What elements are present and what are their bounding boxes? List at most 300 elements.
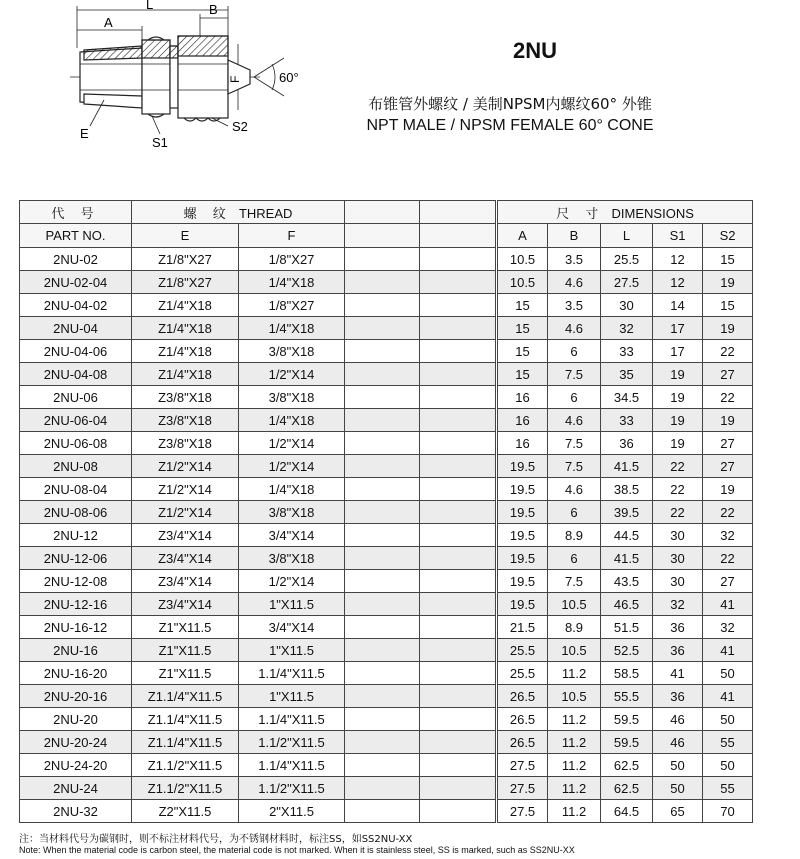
table-row	[20, 800, 753, 823]
table-row	[20, 317, 753, 340]
part-no-cell: 2NU-20	[20, 708, 132, 731]
blank-cell	[345, 754, 420, 777]
thread-f-cell: 3/4"X14	[239, 524, 345, 547]
dim-l-cell: 52.5	[601, 639, 653, 662]
dim-b-cell: 10.5	[548, 685, 601, 708]
part-no-cell: 2NU-16-12	[20, 616, 132, 639]
dim-s2-cell: 50	[703, 708, 753, 731]
part-no-cell: 2NU-06	[20, 386, 132, 409]
blank-cell	[345, 800, 420, 823]
thread-e-cell: Z1.1/4"X11.5	[132, 685, 239, 708]
thread-e-cell: Z1/8"X27	[132, 271, 239, 294]
dim-s2-cell: 22	[703, 340, 753, 363]
blank-cell	[420, 363, 496, 386]
dim-l-cell: 59.5	[601, 708, 653, 731]
blank-cell	[420, 800, 496, 823]
dim-b-cell: 11.2	[548, 662, 601, 685]
col-header-s1: S1	[653, 224, 703, 248]
blank-cell	[345, 731, 420, 754]
thread-f-cell: 1/8"X27	[239, 248, 345, 271]
thread-f-cell: 3/8"X18	[239, 547, 345, 570]
dim-s1-cell: 19	[653, 432, 703, 455]
dim-s2-cell: 19	[703, 409, 753, 432]
blank-cell	[420, 409, 496, 432]
blank-cell	[345, 685, 420, 708]
dim-b-cell: 11.2	[548, 708, 601, 731]
table-row	[20, 294, 753, 317]
thread-e-cell: Z3/8"X18	[132, 432, 239, 455]
table-row	[20, 754, 753, 777]
dim-l-cell: 62.5	[601, 754, 653, 777]
thread-f-cell: 1.1/2"X11.5	[239, 777, 345, 800]
thread-f-cell: 1/2"X14	[239, 432, 345, 455]
part-no-cell: 2NU-12-16	[20, 593, 132, 616]
blank-cell	[345, 340, 420, 363]
blank-cell	[420, 271, 496, 294]
thread-f-cell: 1"X11.5	[239, 593, 345, 616]
thread-f-cell: 1/2"X14	[239, 363, 345, 386]
thread-e-cell: Z1/4"X18	[132, 363, 239, 386]
dim-a-cell: 27.5	[498, 800, 548, 823]
dim-s1-cell: 22	[653, 455, 703, 478]
dim-b-cell: 7.5	[548, 455, 601, 478]
header-part-no-cn: 代 号	[20, 201, 132, 224]
thread-f-cell: 3/4"X14	[239, 616, 345, 639]
blank-cell	[420, 317, 496, 340]
blank-cell	[420, 455, 496, 478]
dim-l-cell: 38.5	[601, 478, 653, 501]
dim-s1-cell: 30	[653, 570, 703, 593]
dim-s1-cell: 22	[653, 478, 703, 501]
dim-l-cell: 41.5	[601, 455, 653, 478]
dim-b-cell: 7.5	[548, 432, 601, 455]
thread-e-cell: Z1"X11.5	[132, 616, 239, 639]
dim-b-cell: 11.2	[548, 731, 601, 754]
blank-cell	[345, 271, 420, 294]
dim-b-cell: 4.6	[548, 317, 601, 340]
part-no-cell: 2NU-24	[20, 777, 132, 800]
dim-s2-cell: 19	[703, 271, 753, 294]
dim-a-cell: 26.5	[498, 685, 548, 708]
dim-b-cell: 6	[548, 386, 601, 409]
blank-cell	[345, 662, 420, 685]
dim-s2-cell: 70	[703, 800, 753, 823]
dim-s2-cell: 32	[703, 616, 753, 639]
dim-label-l: L	[146, 0, 154, 12]
dim-b-cell: 4.6	[548, 271, 601, 294]
dim-s2-cell: 22	[703, 386, 753, 409]
dim-l-cell: 32	[601, 317, 653, 340]
dim-a-cell: 16	[498, 409, 548, 432]
hex-label-s1: S1	[152, 135, 168, 150]
blank-cell	[345, 708, 420, 731]
part-no-cell: 2NU-02-04	[20, 271, 132, 294]
dim-s2-cell: 32	[703, 524, 753, 547]
blank-cell	[420, 248, 496, 271]
dim-a-cell: 25.5	[498, 662, 548, 685]
dim-a-cell: 15	[498, 294, 548, 317]
thread-e-cell: Z1/4"X18	[132, 317, 239, 340]
dim-l-cell: 34.5	[601, 386, 653, 409]
blank-cell	[420, 754, 496, 777]
thread-f-cell: 1/4"X18	[239, 317, 345, 340]
col-header-e: E	[132, 224, 239, 248]
thread-e-cell: Z2"X11.5	[132, 800, 239, 823]
thread-f-cell: 1.1/4"X11.5	[239, 708, 345, 731]
table-row	[20, 777, 753, 800]
blank-cell	[345, 777, 420, 800]
dim-s1-cell: 36	[653, 685, 703, 708]
table-row	[20, 501, 753, 524]
part-no-cell: 2NU-04-02	[20, 294, 132, 317]
dim-l-cell: 33	[601, 340, 653, 363]
table-row	[20, 639, 753, 662]
part-no-cell: 2NU-16	[20, 639, 132, 662]
dim-b-cell: 11.2	[548, 754, 601, 777]
dim-l-cell: 25.5	[601, 248, 653, 271]
dim-b-cell: 6	[548, 547, 601, 570]
table-row	[20, 731, 753, 754]
blank-cell	[345, 455, 420, 478]
dim-b-cell: 10.5	[548, 593, 601, 616]
blank-cell	[420, 662, 496, 685]
blank-cell	[420, 639, 496, 662]
thread-f-cell: 1/2"X14	[239, 455, 345, 478]
dim-a-cell: 16	[498, 386, 548, 409]
thread-e-cell: Z1/2"X14	[132, 501, 239, 524]
blank-cell	[420, 570, 496, 593]
dim-s2-cell: 15	[703, 248, 753, 271]
dim-label-b: B	[209, 2, 218, 17]
dim-s1-cell: 36	[653, 616, 703, 639]
dim-l-cell: 43.5	[601, 570, 653, 593]
dim-a-cell: 26.5	[498, 708, 548, 731]
blank-cell	[345, 524, 420, 547]
dim-l-cell: 64.5	[601, 800, 653, 823]
note-en: Note: When the material code is carbon steel, the material code is not marked. When it is stainless steel, SS is marked, such as SS2NU-XX	[19, 845, 575, 855]
table-row	[20, 363, 753, 386]
dim-a-cell: 15	[498, 317, 548, 340]
blank-cell	[420, 685, 496, 708]
dim-label-a: A	[104, 15, 113, 30]
part-no-cell: 2NU-04-06	[20, 340, 132, 363]
dim-l-cell: 39.5	[601, 501, 653, 524]
table-row	[20, 386, 753, 409]
dim-a-cell: 27.5	[498, 777, 548, 800]
table-row	[20, 409, 753, 432]
dim-l-cell: 55.5	[601, 685, 653, 708]
blank-cell	[420, 386, 496, 409]
blank-cell	[420, 294, 496, 317]
dim-l-cell: 58.5	[601, 662, 653, 685]
dim-s2-cell: 41	[703, 593, 753, 616]
table-row	[20, 478, 753, 501]
thread-e-cell: Z1/8"X27	[132, 248, 239, 271]
dim-l-cell: 33	[601, 409, 653, 432]
dim-l-cell: 30	[601, 294, 653, 317]
header-blank	[420, 201, 496, 224]
table-row	[20, 248, 753, 271]
dim-s2-cell: 19	[703, 478, 753, 501]
dim-s1-cell: 12	[653, 248, 703, 271]
part-no-cell: 2NU-08	[20, 455, 132, 478]
dim-s1-cell: 30	[653, 524, 703, 547]
fitting-drawing	[60, 0, 310, 155]
thread-label-e: E	[80, 126, 89, 141]
dim-s1-cell: 19	[653, 409, 703, 432]
thread-f-cell: 3/8"X18	[239, 386, 345, 409]
part-no-cell: 2NU-32	[20, 800, 132, 823]
dim-s1-cell: 17	[653, 340, 703, 363]
product-title: 2NU	[512, 38, 557, 63]
dim-s2-cell: 27	[703, 455, 753, 478]
thread-f-cell: 1.1/4"X11.5	[239, 754, 345, 777]
thread-e-cell: Z3/4"X14	[132, 570, 239, 593]
dim-b-cell: 6	[548, 501, 601, 524]
thread-e-cell: Z3/8"X18	[132, 409, 239, 432]
col-header-b: B	[548, 224, 601, 248]
table-row	[20, 547, 753, 570]
product-description-en: NPT MALE / NPSM FEMALE 60° CONE	[366, 117, 654, 134]
dim-b-cell: 6	[548, 340, 601, 363]
dim-s1-cell: 36	[653, 639, 703, 662]
table-row	[20, 662, 753, 685]
part-no-cell: 2NU-12	[20, 524, 132, 547]
thread-e-cell: Z1.1/4"X11.5	[132, 731, 239, 754]
dim-a-cell: 19.5	[498, 524, 548, 547]
thread-f-cell: 1/8"X27	[239, 294, 345, 317]
part-no-cell: 2NU-20-16	[20, 685, 132, 708]
table-row	[20, 432, 753, 455]
blank-cell	[345, 317, 420, 340]
dim-label-f: F	[228, 75, 242, 83]
dim-s2-cell: 41	[703, 685, 753, 708]
thread-f-cell: 1/4"X18	[239, 478, 345, 501]
dim-b-cell: 4.6	[548, 478, 601, 501]
part-no-cell: 2NU-12-08	[20, 570, 132, 593]
table-row	[20, 340, 753, 363]
dim-s1-cell: 32	[653, 593, 703, 616]
dim-l-cell: 51.5	[601, 616, 653, 639]
dim-s2-cell: 50	[703, 754, 753, 777]
dim-b-cell: 7.5	[548, 570, 601, 593]
part-no-cell: 2NU-16-20	[20, 662, 132, 685]
dim-a-cell: 10.5	[498, 271, 548, 294]
thread-e-cell: Z1/2"X14	[132, 455, 239, 478]
blank-cell	[420, 593, 496, 616]
blank-cell	[345, 547, 420, 570]
thread-e-cell: Z3/4"X14	[132, 547, 239, 570]
dim-a-cell: 26.5	[498, 731, 548, 754]
dim-s2-cell: 27	[703, 570, 753, 593]
thread-f-cell: 3/8"X18	[239, 340, 345, 363]
dim-s1-cell: 46	[653, 708, 703, 731]
blank-cell	[420, 432, 496, 455]
dim-s1-cell: 30	[653, 547, 703, 570]
dim-b-cell: 7.5	[548, 363, 601, 386]
dim-s2-cell: 55	[703, 731, 753, 754]
blank-cell	[420, 478, 496, 501]
part-no-cell: 2NU-24-20	[20, 754, 132, 777]
blank-cell	[345, 501, 420, 524]
table-row	[20, 685, 753, 708]
dim-l-cell: 62.5	[601, 777, 653, 800]
part-no-cell: 2NU-06-04	[20, 409, 132, 432]
table-row	[20, 570, 753, 593]
dim-s2-cell: 22	[703, 547, 753, 570]
dim-s1-cell: 46	[653, 731, 703, 754]
dim-b-cell: 11.2	[548, 800, 601, 823]
dim-l-cell: 27.5	[601, 271, 653, 294]
dim-a-cell: 19.5	[498, 478, 548, 501]
dim-a-cell: 19.5	[498, 593, 548, 616]
dim-l-cell: 41.5	[601, 547, 653, 570]
header-blank	[345, 224, 420, 248]
header-thread: 螺 纹 THREAD	[132, 201, 345, 224]
header-dimensions: 尺 寸 DIMENSIONS	[498, 201, 753, 224]
dim-l-cell: 46.5	[601, 593, 653, 616]
dim-a-cell: 19.5	[498, 455, 548, 478]
col-header-l: L	[601, 224, 653, 248]
blank-cell	[420, 547, 496, 570]
blank-cell	[345, 432, 420, 455]
blank-cell	[420, 501, 496, 524]
thread-e-cell: Z1.1/2"X11.5	[132, 754, 239, 777]
dim-a-cell: 21.5	[498, 616, 548, 639]
table-row	[20, 616, 753, 639]
dim-b-cell: 8.9	[548, 524, 601, 547]
part-no-cell: 2NU-12-06	[20, 547, 132, 570]
col-header-f: F	[239, 224, 345, 248]
dim-s2-cell: 22	[703, 501, 753, 524]
dim-b-cell: 10.5	[548, 639, 601, 662]
table-row	[20, 708, 753, 731]
dim-s1-cell: 41	[653, 662, 703, 685]
col-header-s2: S2	[703, 224, 753, 248]
thread-e-cell: Z3/8"X18	[132, 386, 239, 409]
dim-a-cell: 27.5	[498, 754, 548, 777]
dim-l-cell: 35	[601, 363, 653, 386]
spec-table	[19, 200, 753, 823]
header-blank	[345, 201, 420, 224]
dim-a-cell: 15	[498, 363, 548, 386]
dim-a-cell: 19.5	[498, 547, 548, 570]
thread-e-cell: Z1"X11.5	[132, 662, 239, 685]
hex-label-s2: S2	[232, 119, 248, 134]
dim-s2-cell: 27	[703, 363, 753, 386]
part-no-cell: 2NU-04-08	[20, 363, 132, 386]
thread-f-cell: 1/4"X18	[239, 409, 345, 432]
part-no-cell: 2NU-02	[20, 248, 132, 271]
blank-cell	[420, 616, 496, 639]
dim-s2-cell: 50	[703, 662, 753, 685]
blank-cell	[345, 570, 420, 593]
blank-cell	[420, 731, 496, 754]
header-blank	[420, 224, 496, 248]
dim-b-cell: 8.9	[548, 616, 601, 639]
header-part-no-en: PART NO.	[20, 224, 132, 248]
dim-b-cell: 3.5	[548, 248, 601, 271]
blank-cell	[345, 478, 420, 501]
dim-s2-cell: 41	[703, 639, 753, 662]
blank-cell	[345, 616, 420, 639]
blank-cell	[420, 340, 496, 363]
blank-cell	[345, 294, 420, 317]
table-row	[20, 271, 753, 294]
product-description-cn: 布锥管外螺纹 / 美制NPSM内螺纹60° 外锥	[368, 95, 652, 113]
blank-cell	[345, 639, 420, 662]
thread-f-cell: 1.1/4"X11.5	[239, 662, 345, 685]
dim-s1-cell: 65	[653, 800, 703, 823]
dim-s2-cell: 15	[703, 294, 753, 317]
thread-f-cell: 1/4"X18	[239, 271, 345, 294]
thread-f-cell: 2"X11.5	[239, 800, 345, 823]
dim-b-cell: 11.2	[548, 777, 601, 800]
blank-cell	[345, 409, 420, 432]
blank-cell	[345, 593, 420, 616]
dim-a-cell: 15	[498, 340, 548, 363]
note-cn: 注：当材料代号为碳钢时，则不标注材料代号，为不锈钢材料时，标注SS，如SS2NU-XX	[19, 834, 413, 845]
thread-e-cell: Z1/2"X14	[132, 478, 239, 501]
dim-s2-cell: 19	[703, 317, 753, 340]
part-no-cell: 2NU-08-06	[20, 501, 132, 524]
thread-f-cell: 1.1/2"X11.5	[239, 731, 345, 754]
thread-f-cell: 3/8"X18	[239, 501, 345, 524]
dim-s1-cell: 19	[653, 386, 703, 409]
dim-s2-cell: 27	[703, 432, 753, 455]
blank-cell	[420, 524, 496, 547]
thread-e-cell: Z1/4"X18	[132, 340, 239, 363]
blank-cell	[420, 777, 496, 800]
part-no-cell: 2NU-08-04	[20, 478, 132, 501]
thread-f-cell: 1"X11.5	[239, 639, 345, 662]
blank-cell	[420, 708, 496, 731]
thread-e-cell: Z3/4"X14	[132, 524, 239, 547]
dim-b-cell: 3.5	[548, 294, 601, 317]
table-row	[20, 593, 753, 616]
table-row	[20, 524, 753, 547]
dim-s1-cell: 50	[653, 754, 703, 777]
part-no-cell: 2NU-06-08	[20, 432, 132, 455]
dim-l-cell: 44.5	[601, 524, 653, 547]
thread-e-cell: Z1"X11.5	[132, 639, 239, 662]
dim-s1-cell: 12	[653, 271, 703, 294]
dim-s1-cell: 14	[653, 294, 703, 317]
thread-e-cell: Z1/4"X18	[132, 294, 239, 317]
dim-a-cell: 10.5	[498, 248, 548, 271]
thread-f-cell: 1/2"X14	[239, 570, 345, 593]
dim-a-cell: 25.5	[498, 639, 548, 662]
dim-a-cell: 19.5	[498, 501, 548, 524]
table-row	[20, 455, 753, 478]
dim-s1-cell: 22	[653, 501, 703, 524]
part-no-cell: 2NU-04	[20, 317, 132, 340]
blank-cell	[345, 248, 420, 271]
thread-f-cell: 1"X11.5	[239, 685, 345, 708]
dim-s2-cell: 55	[703, 777, 753, 800]
blank-cell	[345, 386, 420, 409]
dim-s1-cell: 17	[653, 317, 703, 340]
dim-a-cell: 19.5	[498, 570, 548, 593]
thread-e-cell: Z3/4"X14	[132, 593, 239, 616]
dim-s1-cell: 19	[653, 363, 703, 386]
thread-e-cell: Z1.1/4"X11.5	[132, 708, 239, 731]
part-no-cell: 2NU-20-24	[20, 731, 132, 754]
dim-l-cell: 59.5	[601, 731, 653, 754]
dim-b-cell: 4.6	[548, 409, 601, 432]
blank-cell	[345, 363, 420, 386]
col-header-a: A	[498, 224, 548, 248]
